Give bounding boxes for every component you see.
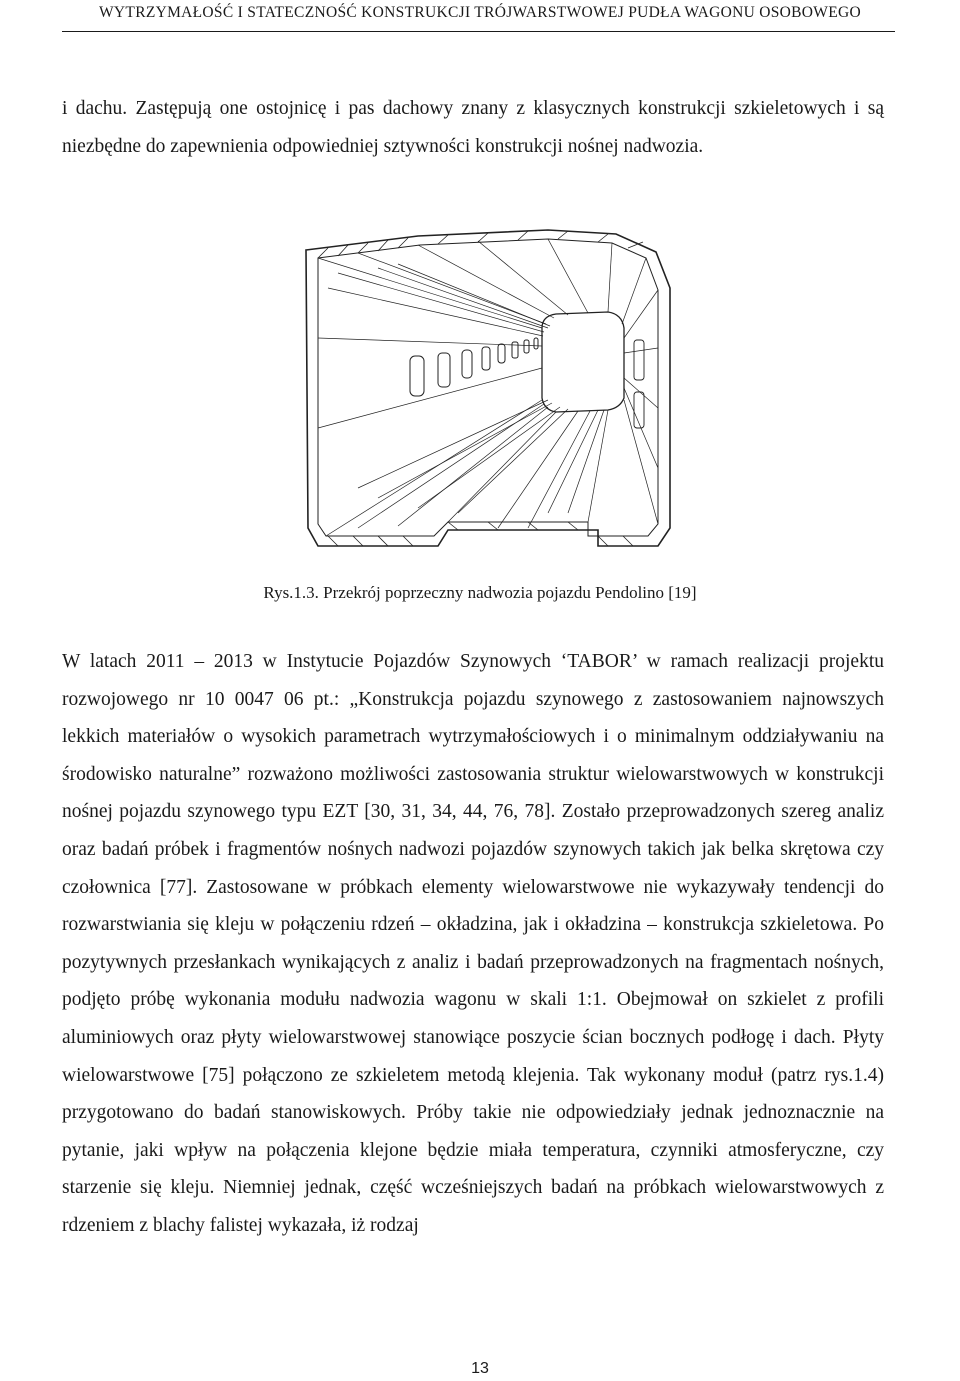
figure-pendolino-cross-section bbox=[298, 228, 683, 570]
body-paragraph-2: W latach 2011 – 2013 w Instytucie Pojazdów Szynowych ‘TABOR’ w ramach realizacji projektu rozwojowego nr 10 0047 06 pt.: „Konstrukcja pojazdu szynowego z zastosowaniem najnowszych lekkich materiałów o wysokich parametrach wytrzymałościowych i o minimalnym oddziaływaniu na środowisko naturalne” rozważono możliwości zastosowania struktur wielowarstwowych w konstrukcji nośnej pojazdu szynowego typu EZT [30, 31, 34, 44, 76, 78]. Zostało przeprowadzonych szereg analiz oraz badań próbek i fragmentów nośnych nadwozi pojazdów szynowych takich jak belka skrętowa czy czołownica [77]. Zastosowane w próbkach elementy wielowarstwowe nie wykazywały tendencji do rozwarstwiania się kleju w połączeniu rdzeń – okładzina, jak i okładzina – konstrukcja szkieletowa. Po pozytywnych przesłankach wynikających z analiz i badań przeprowadzonych na fragmentach nośnych, podjęto próbę wykonania modułu nadwozia wagonu w skali 1:1. Obejmował on szkielet z profili aluminiowych oraz płyty wielowarstwowej stanowiące poszycie ścian bocznych podłogę i dach. Płyty wielowarstwowe [75] połączono ze szkieletem metodą klejenia. Tak wykonany moduł (patrz rys.1.4) przygotowano do badań stanowiskowych. Próby takie nie odpowiedziały jednak jednoznacznie na pytanie, jaki wpływ na połączenia klejone będzie miała temperatura, czynniki atmosferyczne, czy starzenie się kleju. Niemniej jednak, część wcześniejszych badań na próbkach wielowarstwowych z rdzeniem z blachy falistej wykazała, iż rodzaj bbox=[62, 651, 884, 1236]
header-divider bbox=[62, 31, 895, 32]
figure-caption: Rys.1.3. Przekrój poprzeczny nadwozia pojazdu Pendolino [19] bbox=[263, 583, 697, 602]
page-number: 13 bbox=[471, 1360, 489, 1377]
body-paragraph-1: i dachu. Zastępują one ostojnicę i pas dachowy znany z klasycznych konstrukcji szkieletowych i są niezbędne do zapewnienia odpowiedniej sztywności konstrukcji nośnej nadwozia. bbox=[62, 98, 884, 157]
running-header: WYTRZYMAŁOŚĆ I STATECZNOŚĆ KONSTRUKCJI TRÓJWARSTWOWEJ PUDŁA WAGONU OSOBOWEGO bbox=[99, 4, 861, 21]
car-body-section-drawing bbox=[298, 228, 683, 570]
